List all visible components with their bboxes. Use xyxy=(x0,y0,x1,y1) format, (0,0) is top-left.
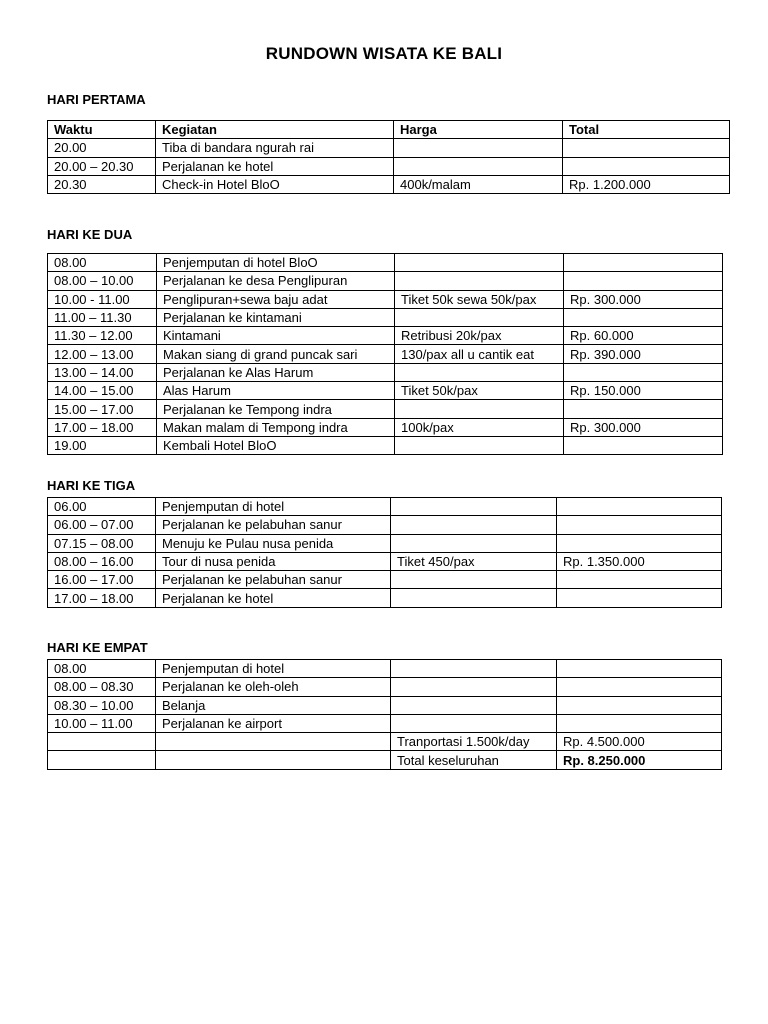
cell-time: 15.00 – 17.00 xyxy=(48,400,157,418)
cell-price: Retribusi 20k/pax xyxy=(395,327,564,345)
cell-activity: Perjalanan ke kintamani xyxy=(157,308,395,326)
cell-time: 08.30 – 10.00 xyxy=(48,696,156,714)
table-row xyxy=(48,678,722,696)
cell-activity xyxy=(156,733,391,751)
cell-price xyxy=(395,400,564,418)
grand-total-value: Rp. 8.250.000 xyxy=(557,751,722,769)
cell-total xyxy=(557,678,722,696)
table-header-row xyxy=(48,121,730,139)
cell-time: 06.00 – 07.00 xyxy=(48,516,156,534)
cell-total xyxy=(564,308,723,326)
table-row xyxy=(48,157,730,175)
table-row xyxy=(48,175,730,193)
cell-total xyxy=(557,696,722,714)
table-row xyxy=(48,308,723,326)
cell-price xyxy=(395,436,564,454)
table-row xyxy=(48,290,723,308)
cell-total: Rp. 300.000 xyxy=(564,290,723,308)
page-title: RUNDOWN WISATA KE BALI xyxy=(265,44,503,63)
cell-total: Rp. 1.200.000 xyxy=(563,175,730,193)
cell-total xyxy=(564,436,723,454)
table-row xyxy=(48,139,730,157)
cell-total: Rp. 60.000 xyxy=(564,327,723,345)
transport-total: Rp. 4.500.000 xyxy=(557,733,722,751)
table-row xyxy=(48,589,722,607)
cell-time: 19.00 xyxy=(48,436,157,454)
cell-total xyxy=(563,139,730,157)
cell-total xyxy=(564,272,723,290)
column-header-waktu: Waktu xyxy=(48,121,156,139)
day3-heading: HARI KE TIGA xyxy=(47,478,136,493)
cell-time: 07.15 – 08.00 xyxy=(48,534,156,552)
cell-activity: Penglipuran+sewa baju adat xyxy=(157,290,395,308)
cell-total xyxy=(557,714,722,732)
cell-activity xyxy=(156,751,391,769)
cell-total xyxy=(557,660,722,678)
cell-time: 11.30 – 12.00 xyxy=(48,327,157,345)
table-row xyxy=(48,733,722,751)
cell-activity: Perjalanan ke desa Penglipuran xyxy=(157,272,395,290)
cell-price: 130/pax all u cantik eat xyxy=(395,345,564,363)
cell-activity: Check-in Hotel BloO xyxy=(156,175,394,193)
cell-time: 08.00 xyxy=(48,254,157,272)
table-row xyxy=(48,534,722,552)
cell-activity: Makan siang di grand puncak sari xyxy=(157,345,395,363)
cell-total xyxy=(557,534,722,552)
cell-activity: Perjalanan ke hotel xyxy=(156,589,391,607)
table-row xyxy=(48,436,723,454)
day4-table xyxy=(47,659,722,770)
cell-activity: Perjalanan ke Alas Harum xyxy=(157,363,395,381)
cell-price xyxy=(394,139,563,157)
day2-heading: HARI KE DUA xyxy=(47,227,133,242)
cell-price xyxy=(391,696,557,714)
cell-activity: Kembali Hotel BloO xyxy=(157,436,395,454)
cell-price xyxy=(391,660,557,678)
cell-activity: Alas Harum xyxy=(157,382,395,400)
cell-price: Tiket 450/pax xyxy=(391,552,557,570)
column-header-harga: Harga xyxy=(394,121,563,139)
cell-activity: Makan malam di Tempong indra xyxy=(157,418,395,436)
cell-time: 08.00 – 08.30 xyxy=(48,678,156,696)
cell-total xyxy=(557,498,722,516)
cell-price: Tiket 50k/pax xyxy=(395,382,564,400)
cell-price xyxy=(391,571,557,589)
cell-price: Tiket 50k sewa 50k/pax xyxy=(395,290,564,308)
cell-activity: Perjalanan ke Tempong indra xyxy=(157,400,395,418)
cell-price xyxy=(391,534,557,552)
table-row xyxy=(48,382,723,400)
cell-total xyxy=(564,254,723,272)
cell-time: 10.00 - 11.00 xyxy=(48,290,157,308)
table-row xyxy=(48,751,722,769)
cell-time: 17.00 – 18.00 xyxy=(48,418,157,436)
cell-activity: Penjemputan di hotel xyxy=(156,660,391,678)
cell-total xyxy=(557,589,722,607)
cell-time: 20.30 xyxy=(48,175,156,193)
table-row xyxy=(48,400,723,418)
table-row xyxy=(48,327,723,345)
cell-activity: Menuju ke Pulau nusa penida xyxy=(156,534,391,552)
cell-time: 10.00 – 11.00 xyxy=(48,714,156,732)
cell-price xyxy=(391,678,557,696)
cell-time: 17.00 – 18.00 xyxy=(48,589,156,607)
day4-heading: HARI KE EMPAT xyxy=(47,640,148,655)
cell-time: 16.00 – 17.00 xyxy=(48,571,156,589)
cell-total: Rp. 300.000 xyxy=(564,418,723,436)
cell-activity: Tour di nusa penida xyxy=(156,552,391,570)
cell-activity: Perjalanan ke hotel xyxy=(156,157,394,175)
cell-time: 14.00 – 15.00 xyxy=(48,382,157,400)
cell-price xyxy=(395,254,564,272)
cell-time: 20.00 – 20.30 xyxy=(48,157,156,175)
cell-price xyxy=(391,589,557,607)
day1-table xyxy=(47,120,730,194)
table-row xyxy=(48,254,723,272)
cell-activity: Perjalanan ke pelabuhan sanur xyxy=(156,516,391,534)
cell-price xyxy=(395,363,564,381)
cell-price: 100k/pax xyxy=(395,418,564,436)
cell-activity: Penjemputan di hotel xyxy=(156,498,391,516)
cell-time: 13.00 – 14.00 xyxy=(48,363,157,381)
cell-activity: Perjalanan ke oleh-oleh xyxy=(156,678,391,696)
table-row xyxy=(48,345,723,363)
table-row xyxy=(48,696,722,714)
cell-activity: Perjalanan ke pelabuhan sanur xyxy=(156,571,391,589)
grand-total-label: Total keseluruhan xyxy=(391,751,557,769)
cell-total: Rp. 1.350.000 xyxy=(557,552,722,570)
cell-total xyxy=(557,571,722,589)
table-row xyxy=(48,498,722,516)
cell-time: 08.00 xyxy=(48,660,156,678)
table-row xyxy=(48,516,722,534)
cell-time: 06.00 xyxy=(48,498,156,516)
table-row xyxy=(48,660,722,678)
day3-table xyxy=(47,497,722,608)
column-header-kegiatan: Kegiatan xyxy=(156,121,394,139)
table-row xyxy=(48,272,723,290)
day1-heading: HARI PERTAMA xyxy=(47,92,146,107)
cell-total: Rp. 150.000 xyxy=(564,382,723,400)
cell-activity: Penjemputan di hotel BloO xyxy=(157,254,395,272)
cell-time xyxy=(48,751,156,769)
cell-price xyxy=(391,714,557,732)
cell-activity: Kintamani xyxy=(157,327,395,345)
table-row xyxy=(48,363,723,381)
cell-total xyxy=(564,363,723,381)
cell-price: 400k/malam xyxy=(394,175,563,193)
cell-price xyxy=(394,157,563,175)
cell-activity: Perjalanan ke airport xyxy=(156,714,391,732)
cell-time: 12.00 – 13.00 xyxy=(48,345,157,363)
cell-total xyxy=(564,400,723,418)
cell-total: Rp. 390.000 xyxy=(564,345,723,363)
cell-price xyxy=(395,308,564,326)
cell-time: 08.00 – 16.00 xyxy=(48,552,156,570)
cell-price xyxy=(391,516,557,534)
cell-activity: Belanja xyxy=(156,696,391,714)
cell-total xyxy=(563,157,730,175)
cell-price xyxy=(391,498,557,516)
cell-total xyxy=(557,516,722,534)
cell-time: 08.00 – 10.00 xyxy=(48,272,157,290)
cell-time xyxy=(48,733,156,751)
cell-activity: Tiba di bandara ngurah rai xyxy=(156,139,394,157)
cell-time: 11.00 – 11.30 xyxy=(48,308,157,326)
cell-price xyxy=(395,272,564,290)
table-row xyxy=(48,418,723,436)
day2-table xyxy=(47,253,723,455)
table-row xyxy=(48,714,722,732)
column-header-total: Total xyxy=(563,121,730,139)
cell-time: 20.00 xyxy=(48,139,156,157)
table-row xyxy=(48,552,722,570)
transport-label: Tranportasi 1.500k/day xyxy=(391,733,557,751)
table-row xyxy=(48,571,722,589)
